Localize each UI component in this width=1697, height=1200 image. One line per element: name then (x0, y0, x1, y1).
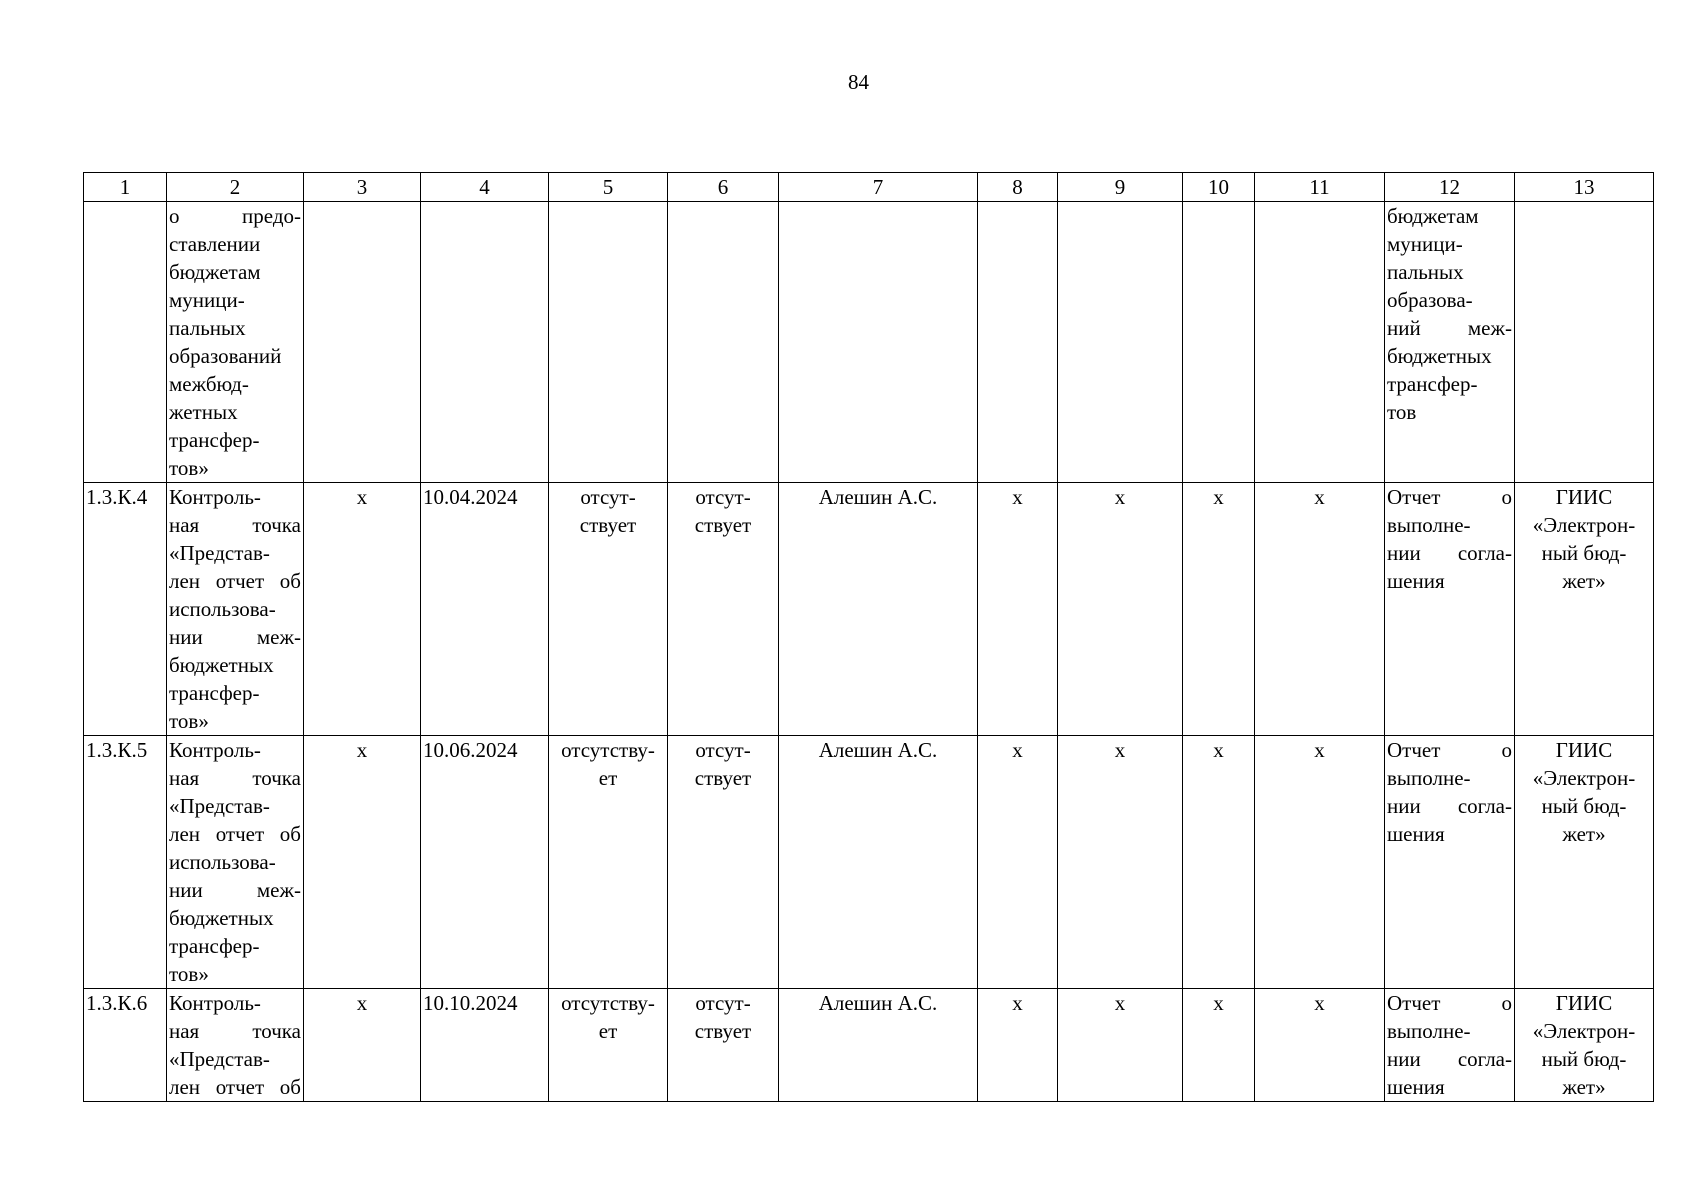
cell-text: х (1114, 485, 1126, 509)
cell-text: х (1314, 738, 1325, 762)
cell-text: х (1012, 485, 1023, 509)
cell-line: муници- (169, 288, 245, 312)
cell-text: х (1314, 485, 1325, 509)
cell-line: о предо- (169, 204, 301, 228)
cell-col9 (1058, 483, 1183, 736)
cell-line: ставлении (169, 232, 261, 256)
cell-document (1385, 483, 1515, 736)
cell-text: х (1314, 991, 1325, 1015)
cell-line: жет» (1562, 822, 1606, 846)
cell-line: жетных (169, 400, 238, 424)
cell-line: Отчет о (1387, 485, 1512, 509)
cell-line: отсут- (695, 738, 751, 762)
column-header: 8 (978, 173, 1058, 202)
column-header: 7 (779, 173, 978, 202)
cell-line: Контроль- (169, 485, 261, 509)
cell-line: «Представ- (169, 541, 270, 565)
cell-system (1515, 736, 1654, 989)
cell-line: ствует (694, 1019, 752, 1043)
cell-line: шения (1387, 822, 1445, 846)
cell-col10 (1183, 736, 1255, 989)
cell-line: лен отчет об (169, 1075, 301, 1099)
column-header: 13 (1515, 173, 1654, 202)
cell-document (1385, 989, 1515, 1102)
cell-line: отсут- (695, 485, 751, 509)
cell-line: лен отчет об (169, 822, 301, 846)
cell-document (1385, 736, 1515, 989)
cell-col6 (668, 202, 779, 483)
cell-text: Алешин А.С. (818, 738, 938, 762)
cell-line: бюджетных (169, 906, 274, 930)
cell-text: 1.3.К.5 (86, 738, 148, 762)
cell-date (421, 736, 549, 989)
cell-line: ГИИС (1555, 991, 1613, 1015)
cell-text: х (356, 991, 368, 1015)
column-header: 2 (167, 173, 304, 202)
cell-text: 1.3.К.4 (86, 485, 148, 509)
cell-line: ет (598, 766, 618, 790)
cell-col11 (1255, 989, 1385, 1102)
cell-col8 (978, 483, 1058, 736)
cell-line: ная точка (169, 1019, 301, 1043)
column-header: 10 (1183, 173, 1255, 202)
table-row (84, 736, 1654, 989)
column-header: 3 (304, 173, 421, 202)
cell-col3 (304, 736, 421, 989)
cell-line: «Представ- (169, 1047, 270, 1071)
cell-line: нии меж- (169, 878, 301, 902)
cell-col3 (304, 202, 421, 483)
cell-col5 (549, 989, 668, 1102)
cell-name (167, 736, 304, 989)
cell-line: нии согла- (1387, 794, 1512, 818)
cell-line: бюджетных (169, 653, 274, 677)
cell-col3 (304, 483, 421, 736)
cell-date (421, 202, 549, 483)
cell-id (84, 736, 167, 989)
cell-line: отсут- (695, 991, 751, 1015)
cell-line: бюджетам (1387, 204, 1479, 228)
cell-responsible (779, 483, 978, 736)
cell-line: ГИИС (1555, 738, 1613, 762)
column-header: 12 (1385, 173, 1515, 202)
cell-text: х (1012, 738, 1023, 762)
cell-line: жет» (1562, 1075, 1606, 1099)
cell-line: бюджетам (169, 260, 261, 284)
cell-line: шения (1387, 569, 1445, 593)
cell-line: муници- (1387, 232, 1463, 256)
cell-line: ствует (694, 766, 752, 790)
cell-date (421, 989, 549, 1102)
column-header: 11 (1255, 173, 1385, 202)
cell-id (84, 202, 167, 483)
cell-text: 1.3.К.6 (86, 991, 148, 1015)
cell-line: пальных (169, 316, 246, 340)
cell-col11 (1255, 736, 1385, 989)
cell-text: х (356, 738, 368, 762)
table-row (84, 989, 1654, 1102)
cell-line: шения (1387, 1075, 1445, 1099)
cell-line: выполне- (1387, 1019, 1471, 1043)
cell-system (1515, 202, 1654, 483)
cell-col8 (978, 202, 1058, 483)
cell-col10 (1183, 483, 1255, 736)
plan-table (83, 172, 1654, 1102)
cell-line: ный бюд- (1541, 1047, 1627, 1071)
cell-document (1385, 202, 1515, 483)
cell-col5 (549, 202, 668, 483)
cell-line: Отчет о (1387, 738, 1512, 762)
cell-col6 (668, 989, 779, 1102)
cell-line: ный бюд- (1541, 541, 1627, 565)
cell-line: «Электрон- (1532, 513, 1636, 537)
table-body (84, 202, 1654, 1102)
table-row (84, 483, 1654, 736)
cell-responsible (779, 736, 978, 989)
cell-line: нии согла- (1387, 541, 1512, 565)
cell-col11 (1255, 202, 1385, 483)
cell-col5 (549, 736, 668, 989)
cell-text: х (1114, 991, 1126, 1015)
cell-text: х (1012, 991, 1023, 1015)
cell-line: межбюд- (169, 372, 249, 396)
cell-col10 (1183, 989, 1255, 1102)
cell-name (167, 989, 304, 1102)
cell-col8 (978, 989, 1058, 1102)
cell-line: тов (1387, 400, 1417, 424)
cell-line: ствует (694, 513, 752, 537)
cell-text: х (356, 485, 368, 509)
cell-line: трансфер- (1387, 372, 1478, 396)
cell-col6 (668, 736, 779, 989)
cell-id (84, 989, 167, 1102)
cell-col8 (978, 736, 1058, 989)
page-number: 84 (848, 70, 869, 94)
cell-responsible (779, 202, 978, 483)
cell-line: ний меж- (1387, 316, 1512, 340)
cell-line: ГИИС (1555, 485, 1613, 509)
cell-col9 (1058, 736, 1183, 989)
cell-text: Алешин А.С. (818, 991, 938, 1015)
cell-col9 (1058, 989, 1183, 1102)
cell-line: ная точка (169, 513, 301, 537)
cell-line: трансфер- (169, 681, 260, 705)
cell-col3 (304, 989, 421, 1102)
cell-line: трансфер- (169, 428, 260, 452)
cell-line: тов» (169, 709, 209, 733)
cell-line: нии меж- (169, 625, 301, 649)
cell-line: ный бюд- (1541, 794, 1627, 818)
cell-line: ет (598, 1019, 618, 1043)
column-header: 9 (1058, 173, 1183, 202)
cell-line: тов» (169, 962, 209, 986)
cell-line: трансфер- (169, 934, 260, 958)
cell-text: х (1213, 485, 1224, 509)
cell-line: «Электрон- (1532, 766, 1636, 790)
cell-line: отсут- (580, 485, 636, 509)
cell-date (421, 483, 549, 736)
cell-line: бюджетных (1387, 344, 1492, 368)
cell-col5 (549, 483, 668, 736)
cell-col11 (1255, 483, 1385, 736)
cell-line: использова- (169, 597, 276, 621)
column-header: 1 (84, 173, 167, 202)
cell-line: использова- (169, 850, 276, 874)
table-row (84, 202, 1654, 483)
cell-text: х (1213, 991, 1224, 1015)
cell-col9 (1058, 202, 1183, 483)
cell-line: отсутству- (561, 991, 655, 1015)
cell-col10 (1183, 202, 1255, 483)
cell-col6 (668, 483, 779, 736)
header-row (84, 173, 1654, 202)
cell-line: ная точка (169, 766, 301, 790)
cell-responsible (779, 989, 978, 1102)
cell-line: тов» (169, 456, 209, 480)
cell-text: х (1213, 738, 1224, 762)
cell-system (1515, 989, 1654, 1102)
cell-line: жет» (1562, 569, 1606, 593)
cell-line: пальных (1387, 260, 1464, 284)
cell-text: 10.04.2024 (423, 485, 518, 509)
cell-line: Контроль- (169, 991, 261, 1015)
cell-line: ствует (579, 513, 637, 537)
cell-id (84, 483, 167, 736)
cell-line: лен отчет об (169, 569, 301, 593)
cell-line: образова- (1387, 288, 1473, 312)
cell-line: выполне- (1387, 513, 1471, 537)
cell-system (1515, 483, 1654, 736)
cell-text: Алешин А.С. (818, 485, 938, 509)
cell-line: образований (169, 344, 282, 368)
cell-name (167, 202, 304, 483)
cell-line: нии согла- (1387, 1047, 1512, 1071)
cell-text: 10.06.2024 (423, 738, 518, 762)
column-header: 6 (668, 173, 779, 202)
cell-line: отсутству- (561, 738, 655, 762)
column-header: 5 (549, 173, 668, 202)
column-header: 4 (421, 173, 549, 202)
cell-line: «Представ- (169, 794, 270, 818)
cell-line: Отчет о (1387, 991, 1512, 1015)
cell-line: выполне- (1387, 766, 1471, 790)
cell-line: Контроль- (169, 738, 261, 762)
cell-text: 10.10.2024 (423, 991, 518, 1015)
cell-line: «Электрон- (1532, 1019, 1636, 1043)
cell-text: х (1114, 738, 1126, 762)
cell-name (167, 483, 304, 736)
